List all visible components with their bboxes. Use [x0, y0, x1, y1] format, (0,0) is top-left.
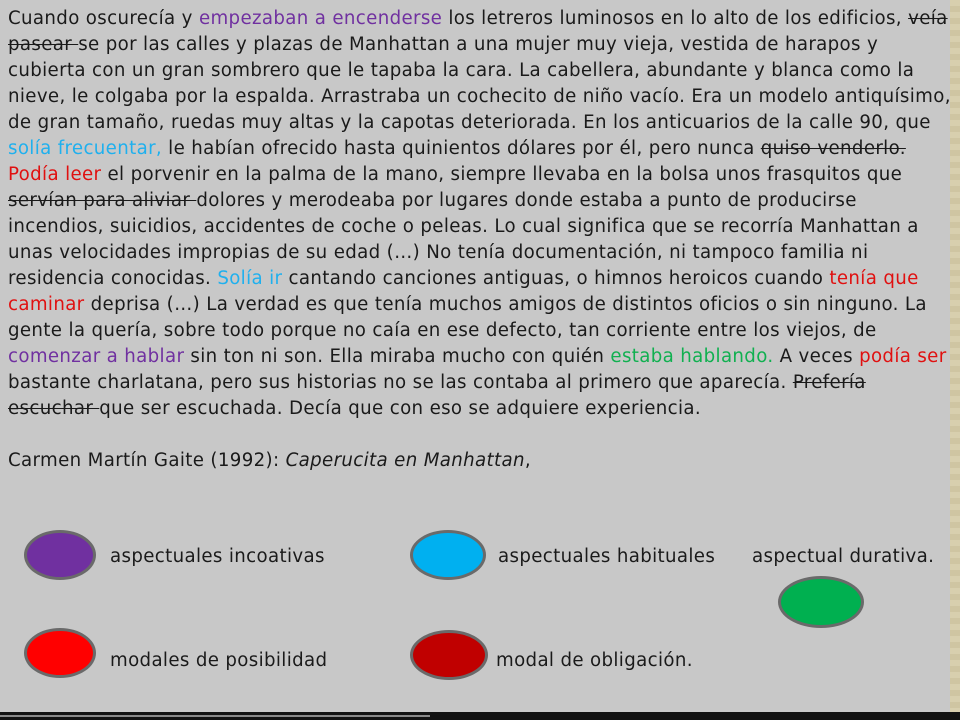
citation-title: Caperucita en Manhattan	[285, 450, 525, 471]
legend-label-obligacion: modal de obligación.	[496, 650, 693, 671]
p2-text-7: bastante charlatana, pero sus historias no se las contaba al primero que aparecía.	[8, 372, 793, 393]
citation	[8, 448, 953, 474]
p2-text-3: cantando canciones antiguas, o himnos heroicos cuando	[282, 268, 830, 289]
legend-swatch-habituales	[410, 530, 486, 580]
p1-verb-habitual: solía frecuentar,	[8, 138, 163, 159]
p2-text-8: que ser escuchada. Decía que con eso se adquiere experiencia.	[99, 398, 702, 419]
paragraph-1	[8, 6, 953, 162]
p2-text-1: el porvenir en la palma de la mano, siempre llevaba en la bolsa unos frasquitos que	[101, 164, 903, 185]
p1-verb-incoativa: empezaban a encenderse	[198, 8, 443, 29]
text-block	[8, 6, 953, 474]
p2-verb-durativa: estaba hablando.	[610, 346, 774, 367]
p2-verb-struck-2: Prefería escuchar	[8, 372, 866, 419]
p2-verb-struck-1: servían para aliviar	[8, 190, 197, 211]
p1-text-2: los letreros luminosos en lo alto de los edificios,	[442, 8, 909, 29]
slide-bottom-bar	[0, 712, 960, 720]
legend-label-posibilidad: modales de posibilidad	[110, 650, 328, 671]
p2-text-5: sin ton ni son. Ella miraba mucho con quién	[184, 346, 611, 367]
citation-trailing: ,	[524, 450, 531, 471]
p2-verb-posibilidad-1: Podía leer	[8, 164, 102, 185]
p1-text-4: le habían ofrecido hasta quinientos dólares por él, pero nunca	[162, 138, 761, 159]
p2-text-4: deprisa (…) La verdad es que tenía muchos amigos de distintos oficios o sin ninguno. La gente la quería, sobre todo porque no caía en ese defecto, tan corriente entre los viejos, de	[8, 294, 927, 341]
p1-verb-durativa-struck: veía pasear	[8, 8, 948, 55]
legend-label-habituales: aspectuales habituales	[498, 546, 716, 567]
legend-swatch-posibilidad	[24, 628, 96, 678]
p2-verb-obligacion: tenía que caminar	[8, 268, 919, 315]
p2-text-2: dolores y merodeaba por lugares donde estaba a punto de producirse incendios, suicidios, accidentes de coche o peleas. Lo cual significa que se recorría Manhattan a unas velocidades impropias de su edad (…) No tenía documentación, ni tampoco familia ni residencia conocidas.	[8, 190, 919, 289]
legend-swatch-durativa	[778, 576, 864, 628]
bottom-bar-stripe	[0, 715, 430, 717]
p2-text-6: A veces	[773, 346, 860, 367]
p2-verb-incoativa: comenzar a hablar	[8, 346, 185, 367]
p2-verb-habitual: Solía ir	[217, 268, 283, 289]
legend-swatch-obligacion	[410, 630, 488, 680]
legend-label-incoativas: aspectuales incoativas	[110, 546, 325, 567]
legend-label-durativa: aspectual durativa.	[752, 546, 935, 567]
p1-verb-struck: quiso venderlo.	[760, 138, 906, 159]
citation-author: Carmen Martín Gaite (1992):	[8, 450, 286, 471]
legend-swatch-incoativas	[24, 530, 96, 580]
paragraph-2	[8, 162, 953, 422]
p1-text-3: se por las calles y plazas de Manhattan a una mujer muy vieja, vestida de harapos y cubierta con un gran sombrero que le tapaba la cara. La cabellera, abundante y blanca como la nieve, le colgaba por la espalda. Arrastraba un cochecito de niño vacío. Era un modelo antiquísimo, de gran tamaño, ruedas muy altas y la capotas deteriorada. En los anticuarios de la calle 90, que	[8, 34, 951, 133]
p2-verb-posibilidad-2: podía ser	[859, 346, 947, 367]
p1-text-1: Cuando oscurecía y	[8, 8, 199, 29]
